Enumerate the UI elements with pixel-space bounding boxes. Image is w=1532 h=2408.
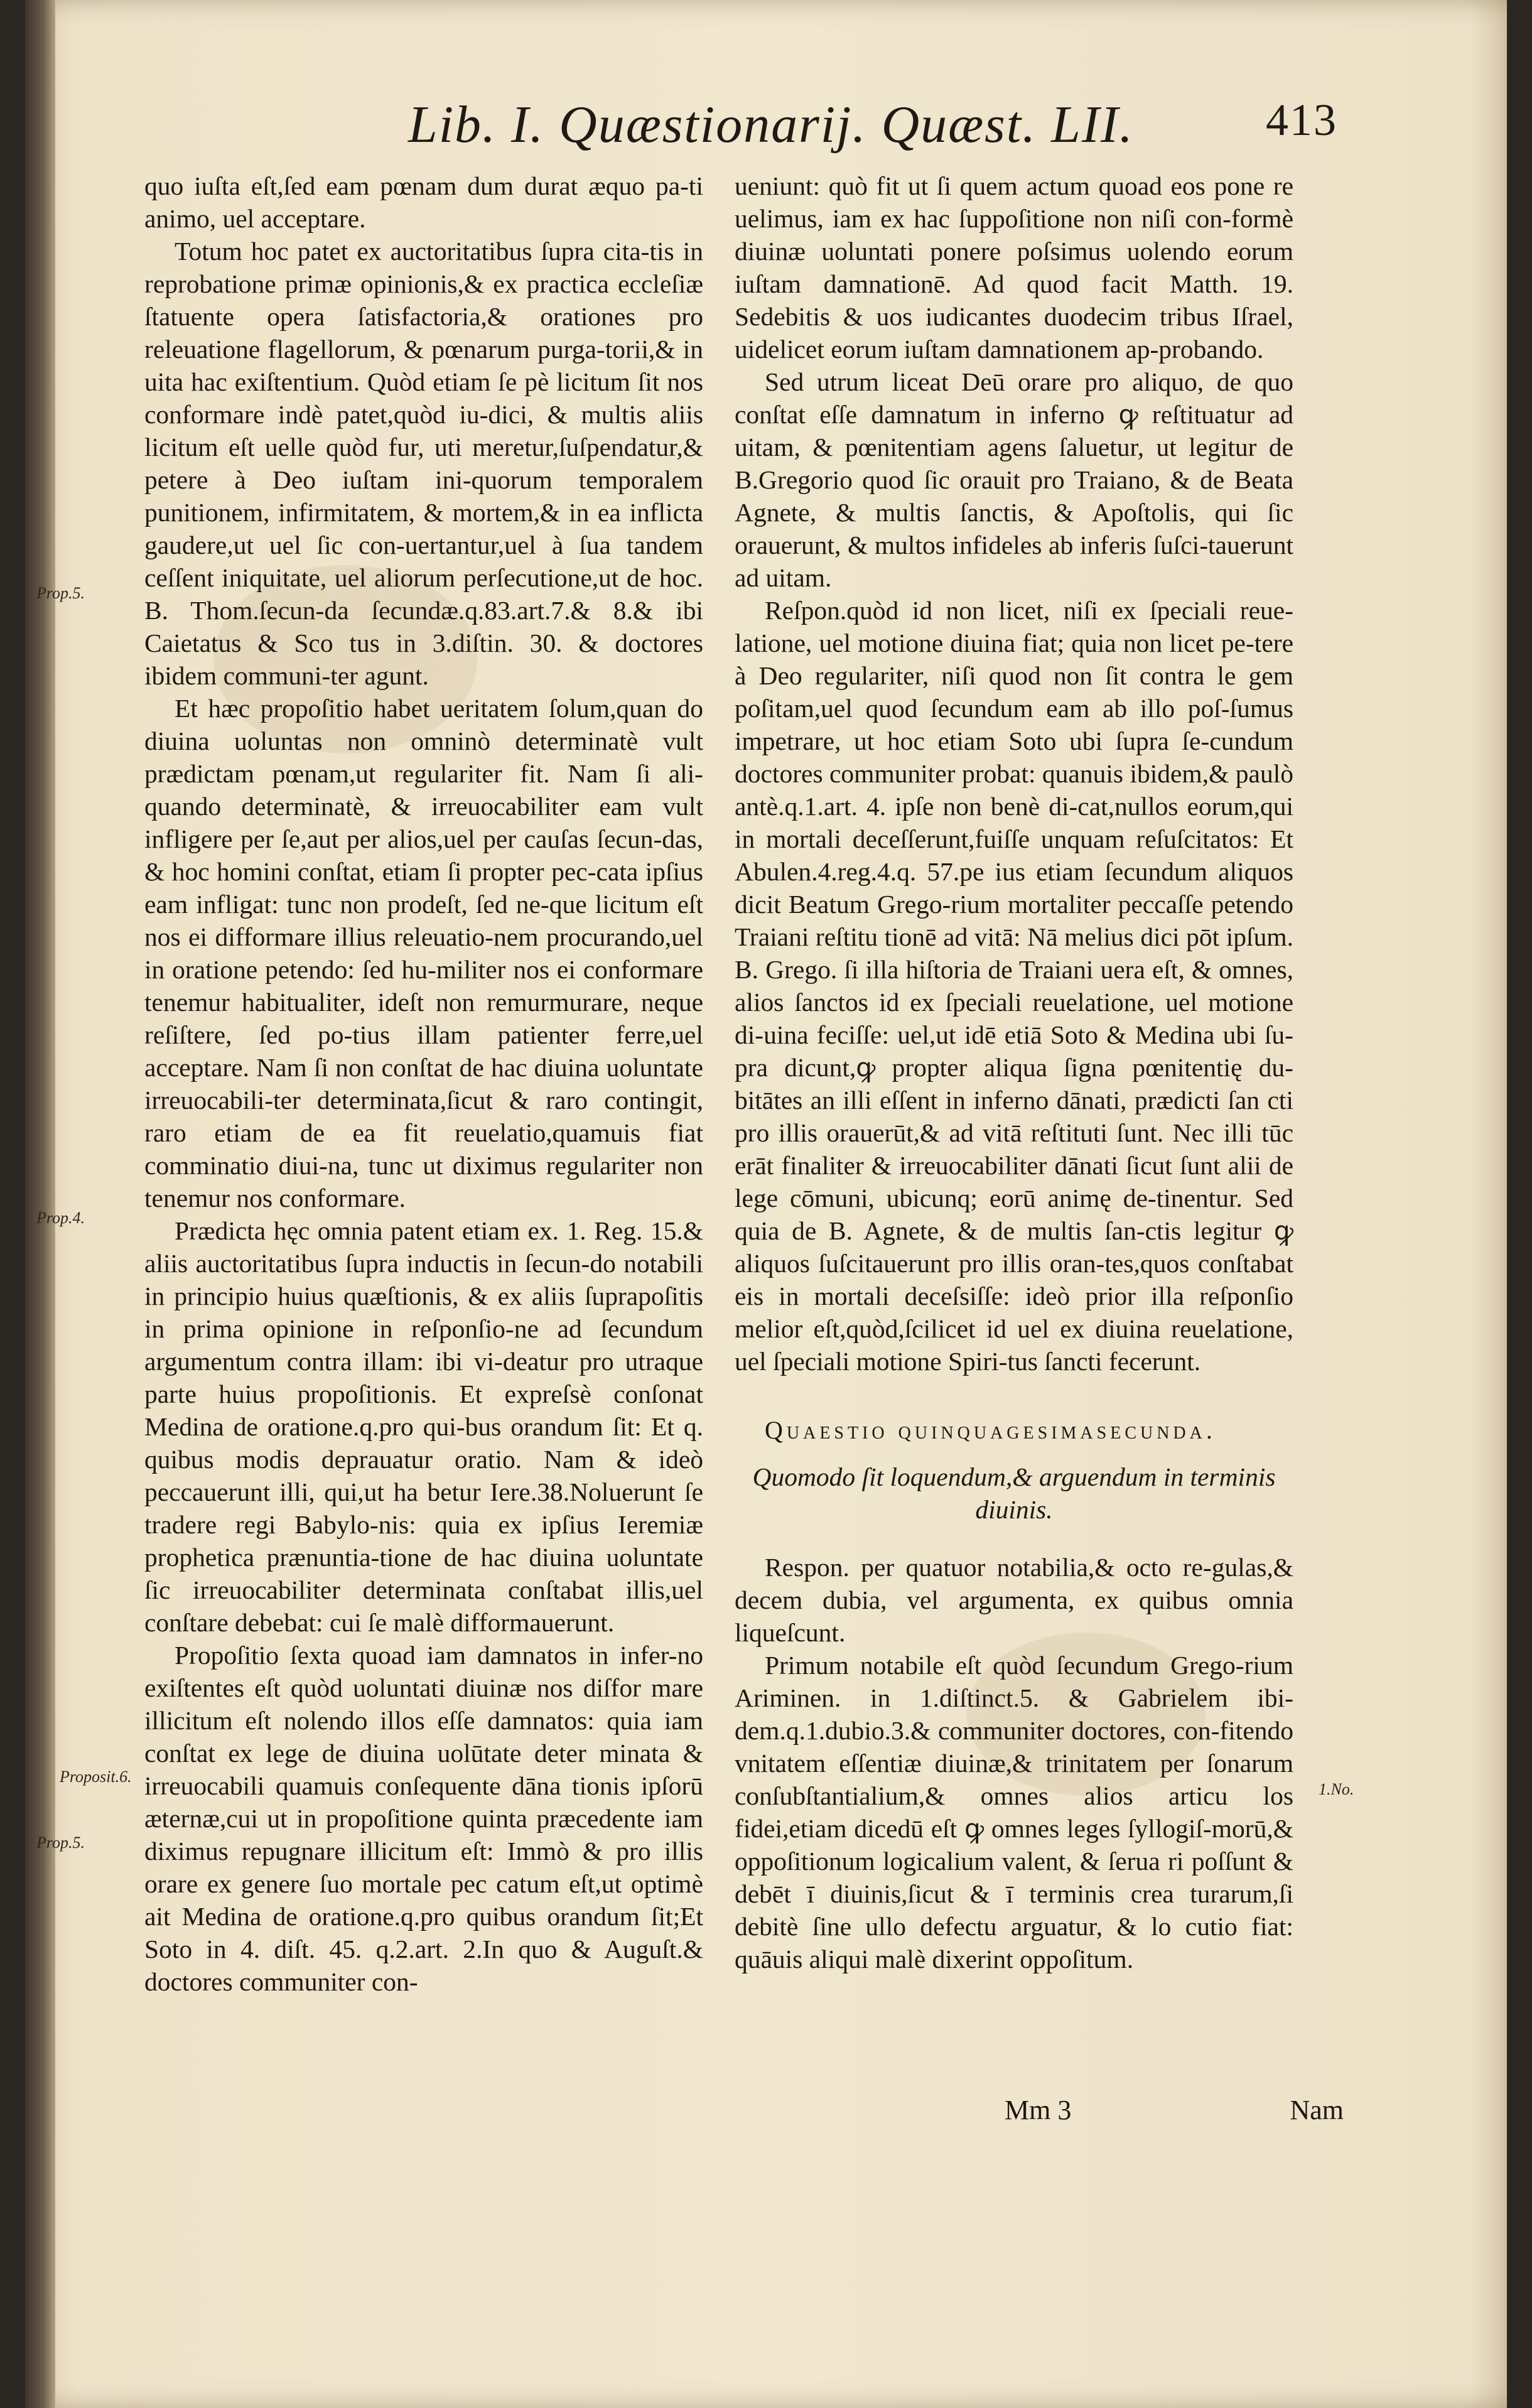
margin-note: Prop.5. [36, 1833, 85, 1852]
binding-gutter [25, 0, 55, 2408]
question-subtitle: Quomodo ſit loquendum,& arguendum in terminis diuinis. [752, 1462, 1276, 1524]
paragraph: Sed utrum liceat Deū orare pro aliquo, de quo conſtat eſſe damnatum in inferno ꝙ reſtituatur ad uitam, & pœnitentiam agens ſaluetur, ut legitur de B.Gregorio quod ſic orauit pro Traiano, & de Beata Agnete, & multis ſanctis, & Apoſtolis, qui ſic orauerunt, & multos infideles ab inferis ſuſci-tauerunt ad uitam. [735, 367, 1293, 592]
folio-number: 413 [1266, 95, 1337, 145]
paragraph: Reſpon.quòd id non licet, niſi ex ſpeciali reue-latione, uel motione diuina fiat; quia non licet pe-tere à Deo regulariter, niſi quod non ſit contra le gem poſitam,uel quod ſecundum eam ab illo poſ-ſumus impetrare, ut hoc etiam Soto ubi ſupra ſe-cundum doctores communiter probat: quanuis ibidem,& paulò antè.q.1.art. 4. ipſe non benè di-cat,nullos eorum,qui in mortali deceſſerunt,fuiſſe unquam reſuſcitatos: Et Abulen.4.reg.4.q. 57.pe ius etiam ſecundum aliquos dicit Beatum Grego-rium mortaliter peccaſſe petendo Traiani reſtitu tionē ad vitā: Nā melius dici pōt ipſum. B. Grego. ſi illa hiſtoria de Traiani uera eſt, & omnes, alios ſanctos id ex ſpeciali reuelatione, uel motione di-uina feciſſe: uel,ut idē etiā Soto & Medina ubi ſu-pra dicunt,ꝙ propter aliqua ſigna pœnitentię du-bitātes an illi eſſent in inferno dānati, prædicti ſan cti pro illis orauerūt,& ad vitā reſtituti ſunt. Nec illi tūc erāt finaliter & irreuocabiliter dānati ſicut ſunt alii de lege cōmuni, ubicunq; eorū animę de-tinentur. Sed quia de B. Agnete, & de multis ſan-ctis legitur ꝙ aliquos ſuſcitauerunt pro illis oran-tes,quos conſtabat eis in mortali deceſsiſſe: ideò prior illa reſponſio melior eſt,quòd,ſcilicet id uel ex diuina reuelatione, uel ſpeciali motione Spiri-tus ſancti fecerunt. [735, 596, 1293, 1376]
signature-mark: Mm 3 [1005, 2095, 1072, 2125]
margin-note: Prop.5. [36, 584, 85, 602]
running-head-title: Lib. I. Quæstionarij. Quæst. LII. [408, 95, 1134, 154]
catchword: Nam [1290, 2095, 1344, 2125]
left-text-column [144, 170, 703, 1998]
paragraph: Propoſitio ſexta quoad iam damnatos in infer-no exiſtentes eſt quòd uoluntati diuinæ nos diſfor mare illicitum eſt nolendo illos eſſe damnatos: quia iam conſtat ex lege de diuina uolūtate deter minata & irreuocabili quamuis conſequente dāna tionis ipſorū æternæ,cui ut in propoſitione quinta præcedente iam diximus repugnare illicitum eſt: Immò & pro illis orare ex genere ſuo mortale pec catum eſt,ut optimè ait Medina de oratione.q.pro quibus orandum ſit;Et Soto in 4. diſt. 45. q.2.art. 2.In quo & Auguſt.& doctores communiter con- [144, 1641, 703, 1996]
question-heading: Quaestio quinquagesimasecunda. [765, 1416, 1216, 1444]
running-head [408, 94, 1337, 163]
paragraph: quo iuſta eſt,ſed eam pœnam dum durat æquo pa-ti animo, uel acceptare. [144, 171, 703, 233]
paragraph: ueniunt: quò fit ut ſi quem actum quoad eos pone re uelimus, iam ex hac ſuppoſitione non niſi con-formè diuinæ uoluntati ponere poſsimus uolendo eorum iuſtam damnationē. Ad quod facit Matth. 19. Sedebitis & uos iudicantes duodecim tribus Iſrael, uidelicet eorum iuſtam damnationem ap-probando. [735, 171, 1293, 364]
paragraph: Respon. per quatuor notabilia,& octo re-gulas,& decem dubia, vel argumenta, ex quibus omnia liqueſcunt. [735, 1553, 1293, 1647]
paragraph: Prædicta hęc omnia patent etiam ex. 1. Reg. 15.& aliis auctoritatibus ſupra inductis in ſecun-do notabili in principio huius quæſtionis, & ex aliis ſuprapoſitis in prima opinione in reſponſio-ne ad ſecundum argumentum contra illam: ibi vi-deatur pro utraque parte huius propoſitionis. Et expreſsè conſonat Medina de oratione.q.pro qui-bus orandum ſit: Et q. quibus modis deprauatur oratio. Nam & ideò peccauerunt illi, qui,ut ha betur Iere.38.Noluerunt ſe tradere regi Babylo-nis: quia ex ipſius Ieremiæ prophetica prænuntia-tione de hac diuina uoluntate ſic irreuocabiliter determinata conſtabat illis,uel conſtare debebat: cui ſe malè difformauerunt. [144, 1216, 703, 1637]
margin-note: 1.No. [1319, 1780, 1354, 1798]
paragraph: Primum notabile eſt quòd ſecundum Grego-rium Ariminen. in 1.diſtinct.5. & Gabrielem ibi-dem.q.1.dubio.3.& communiter doctores, con-fitendo vnitatem eſſentiæ diuinæ,& trinitatem per ſonarum conſubſtantialium,& omnes alios articu los fidei,etiam dicedū eſt ꝙ omnes leges ſyllogiſ-morū,& oppoſitionum logicalium valent, & ſerua ri poſſunt & debēt ī diuinis,ſicut & ī terminis crea turarum,ſi debitè ſine ullo defectu arguatur, & lo cutio fiat: quāuis aliqui malè dixerint oppoſitum. [735, 1651, 1293, 1973]
margin-note: Prop.4. [36, 1209, 85, 1227]
margin-note: Proposit.6. [60, 1768, 132, 1786]
right-text-column [735, 170, 1293, 1975]
paragraph: Et hæc propoſitio habet ueritatem ſolum,quan do diuina uoluntas non omninò determinatè vult prædictam pœnam,ut regulariter fit. Nam ſi ali-quando determinatè, & irreuocabiliter eam vult infligere per ſe,aut per alios,uel per cauſas ſecun-das, & hoc homini conſtat, etiam ſi propter pec-cata ipſius eam infligat: tunc non prodeſt, ſed ne-que licitum eſt nos ei difformare illius releuatio-nem procurando,uel in oratione petendo: ſed hu-militer nos ei conformare tenemur habitualiter, ideſt non remurmurare, neque reſiſtere, ſed po-tius illam patienter ferre,uel acceptare. Nam ſi non conſtat de hac diuina uoluntate irreuocabili-ter determinata,ſicut & raro contingit, raro etiam de ea fit reuelatio,quamuis fiat comminatio diui-na, tunc ut diximus regulariter non tenemur nos conformare. [144, 694, 703, 1212]
paragraph: Totum hoc patet ex auctoritatibus ſupra cita-tis in reprobatione primæ opinionis,& ex practica eccleſiæ ſtatuente opera ſatisfactoria,& orationes pro releuatione flagellorum, & pœnarum purga-torii,& in uita hac exiſtentium. Quòd etiam ſe pè licitum ſit nos conformare indè patet,quòd iu-dici, & multis aliis licitum eſt uelle quòd fur, uti meretur,ſuſpendatur,& petere à Deo iuſtam ini-quorum temporalem punitionem, infirmitatem, & mortem,& in ea inflicta gaudere,ut uel ſic con-uertantur,uel à ſua tandem ceſſent iniquitate, uel aliorum perſecutione,ut de hoc. B. Thom.ſecun-da ſecundæ.q.83.art.7.& 8.& ibi Caietatus & Sco tus in 3.diſtin. 30. & doctores ibidem communi-ter agunt. [144, 237, 703, 690]
